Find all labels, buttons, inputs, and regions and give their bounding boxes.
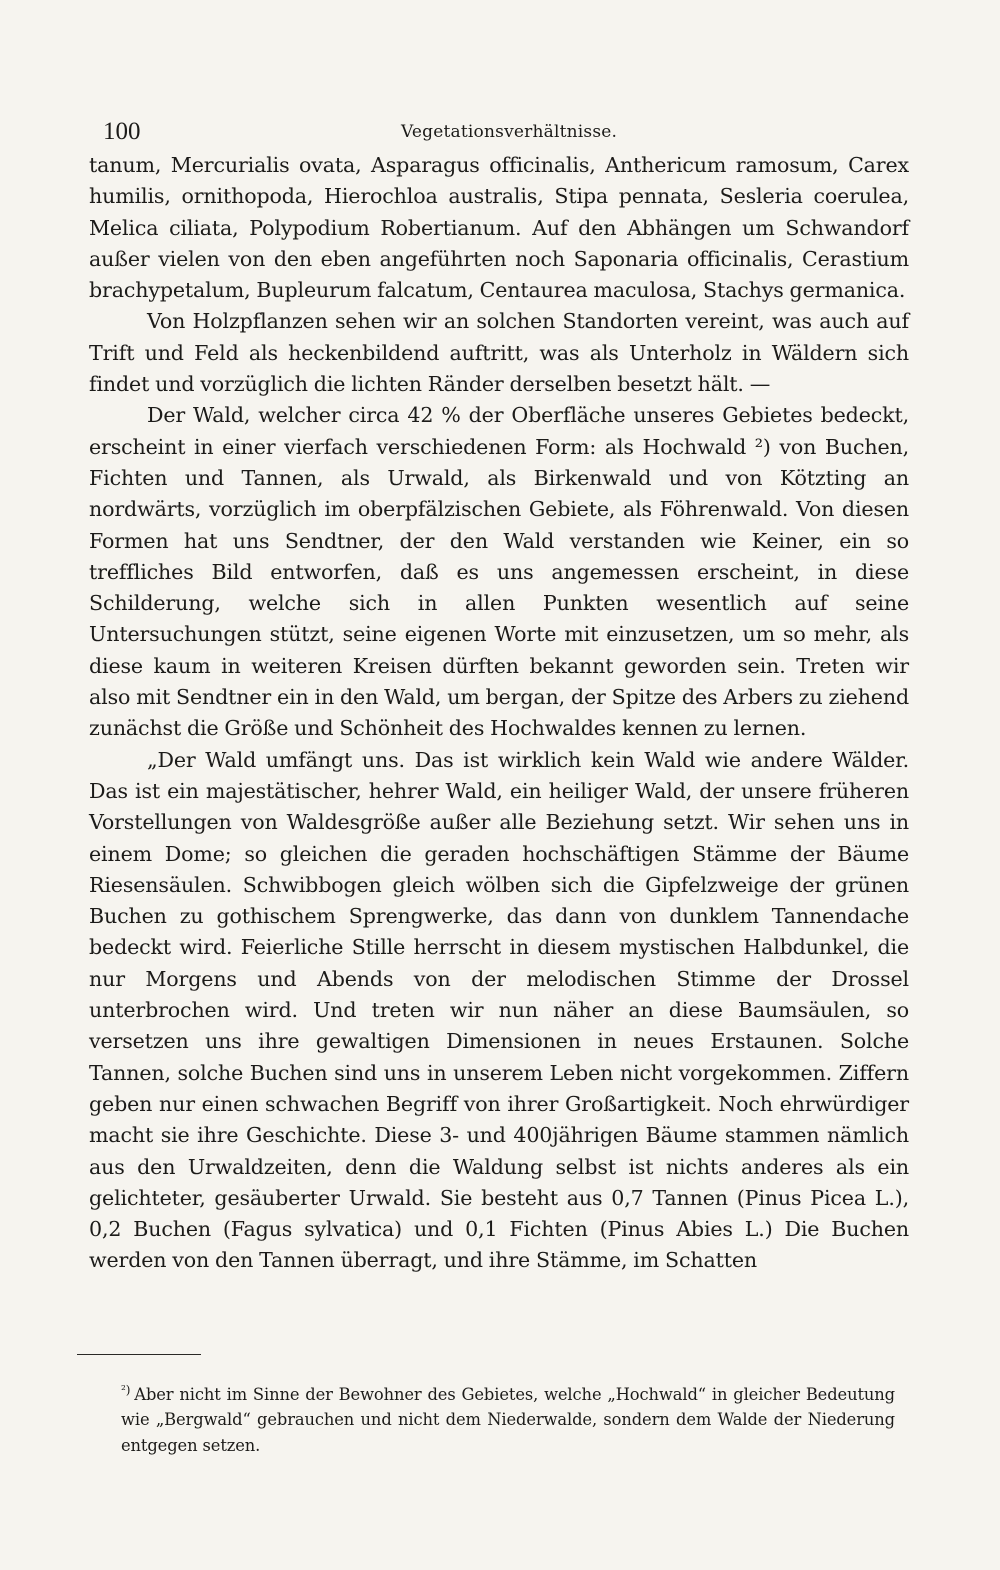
- running-head: Vegetationsverhältnisse.: [401, 122, 618, 142]
- page-number: 100: [103, 118, 141, 145]
- paragraph-4: „Der Wald umfängt uns. Das ist wirklich kein Wald wie andere Wälder. Das ist ein majestätischer, hehrer Wald, ein heiliger Wald, der unsere früheren Vorstellungen von Waldesgröße außer alle Beziehung setzt. Wir sehen uns in einem Dome; so gleichen die geraden hochschäftigen Stämme der Bäume Riesensäulen. Schwibbogen gleich wölben sich die Gipfelzweige der grünen Buchen zu gothischem Sprengwerke, das dann von dunklem Tannendache bedeckt wird. Feierliche Stille herrscht in diesem mystischen Halbdunkel, die nur Morgens und Abends von der melodischen Stimme der Drossel unterbrochen wird. Und treten wir nun näher an diese Baumsäulen, so versetzen uns ihre gewaltigen Dimensionen in neues Erstaunen. Solche Tannen, solche Buchen sind uns in unserem Leben nicht vorgekommen. Ziffern geben nur einen schwachen Begriff von ihrer Großartigkeit. Noch ehrwürdiger macht sie ihre Geschichte. Diese 3- und 400jährigen Bäume stammen nämlich aus den Urwaldzeiten, denn die Waldung selbst ist nichts anderes als ein gelichteter, gesäuberter Urwald. Sie besteht aus 0,7 Tannen (Pinus Picea L.), 0,2 Buchen (Fagus sylvatica) und 0,1 Fichten (Pinus Abies L.) Die Buchen werden von den Tannen überragt, und ihre Stämme, im Schatten: [89, 747, 909, 1273]
- body-text: [89, 150, 909, 1277]
- footnote-rule: [77, 1354, 201, 1355]
- page-header: [89, 110, 909, 150]
- footnote-marker: ²): [121, 1383, 131, 1397]
- paragraph-3: Der Wald, welcher circa 42 % der Oberfläche unseres Gebietes bedeckt, erscheint in einer vierfach verschiedenen Form: als Hochwald ²) von Buchen, Fichten und Tannen, als Urwald, als Birkenwald und von Kötzting an nordwärts, vorzüglich im oberpfälzischen Gebiete, als Föhrenwald. Von diesen Formen hat uns Sendtner, der den Wald verstanden wie Keiner, ein so treffliches Bild entworfen, daß es uns angemessen erscheint, in diese Schilderung, welche sich in allen Punkten wesentlich auf seine Untersuchungen stützt, seine eigenen Worte mit einzusetzen, um so mehr, als diese kaum in weiteren Kreisen dürften bekannt geworden sein. Treten wir also mit Sendtner ein in den Wald, um bergan, der Spitze des Arbers zu ziehend zunächst die Größe und Schönheit des Hochwaldes kennen zu lernen.: [89, 403, 909, 741]
- footnote: [121, 1378, 895, 1458]
- paragraph-1: tanum, Mercurialis ovata, Asparagus officinalis, Anthericum ramosum, Carex humilis, ornithopoda, Hierochloa australis, Stipa pennata, Sesleria coerulea, Melica ciliata, Polypodium Robertianum. Auf den Abhängen um Schwandorf außer vielen von den eben angeführten noch Saponaria officinalis, Cerastium brachypetalum, Bupleurum falcatum, Centaurea maculosa, Stachys germanica.: [89, 153, 909, 303]
- paragraph-2: Von Holzpflanzen sehen wir an solchen Standorten vereint, was auch auf Trift und Feld als heckenbildend auftritt, was als Unterholz in Wäldern sich findet und vorzüglich die lichten Ränder derselben besetzt hält. —: [89, 309, 909, 397]
- footnote-text: Aber nicht im Sinne der Bewohner des Gebietes, welche „Hochwald“ in gleicher Bedeutung wie „Bergwald“ gebrauchen und nicht dem Niederwalde, sondern dem Walde der Niederung entgegen setzen.: [121, 1385, 895, 1455]
- book-page: [89, 110, 909, 1277]
